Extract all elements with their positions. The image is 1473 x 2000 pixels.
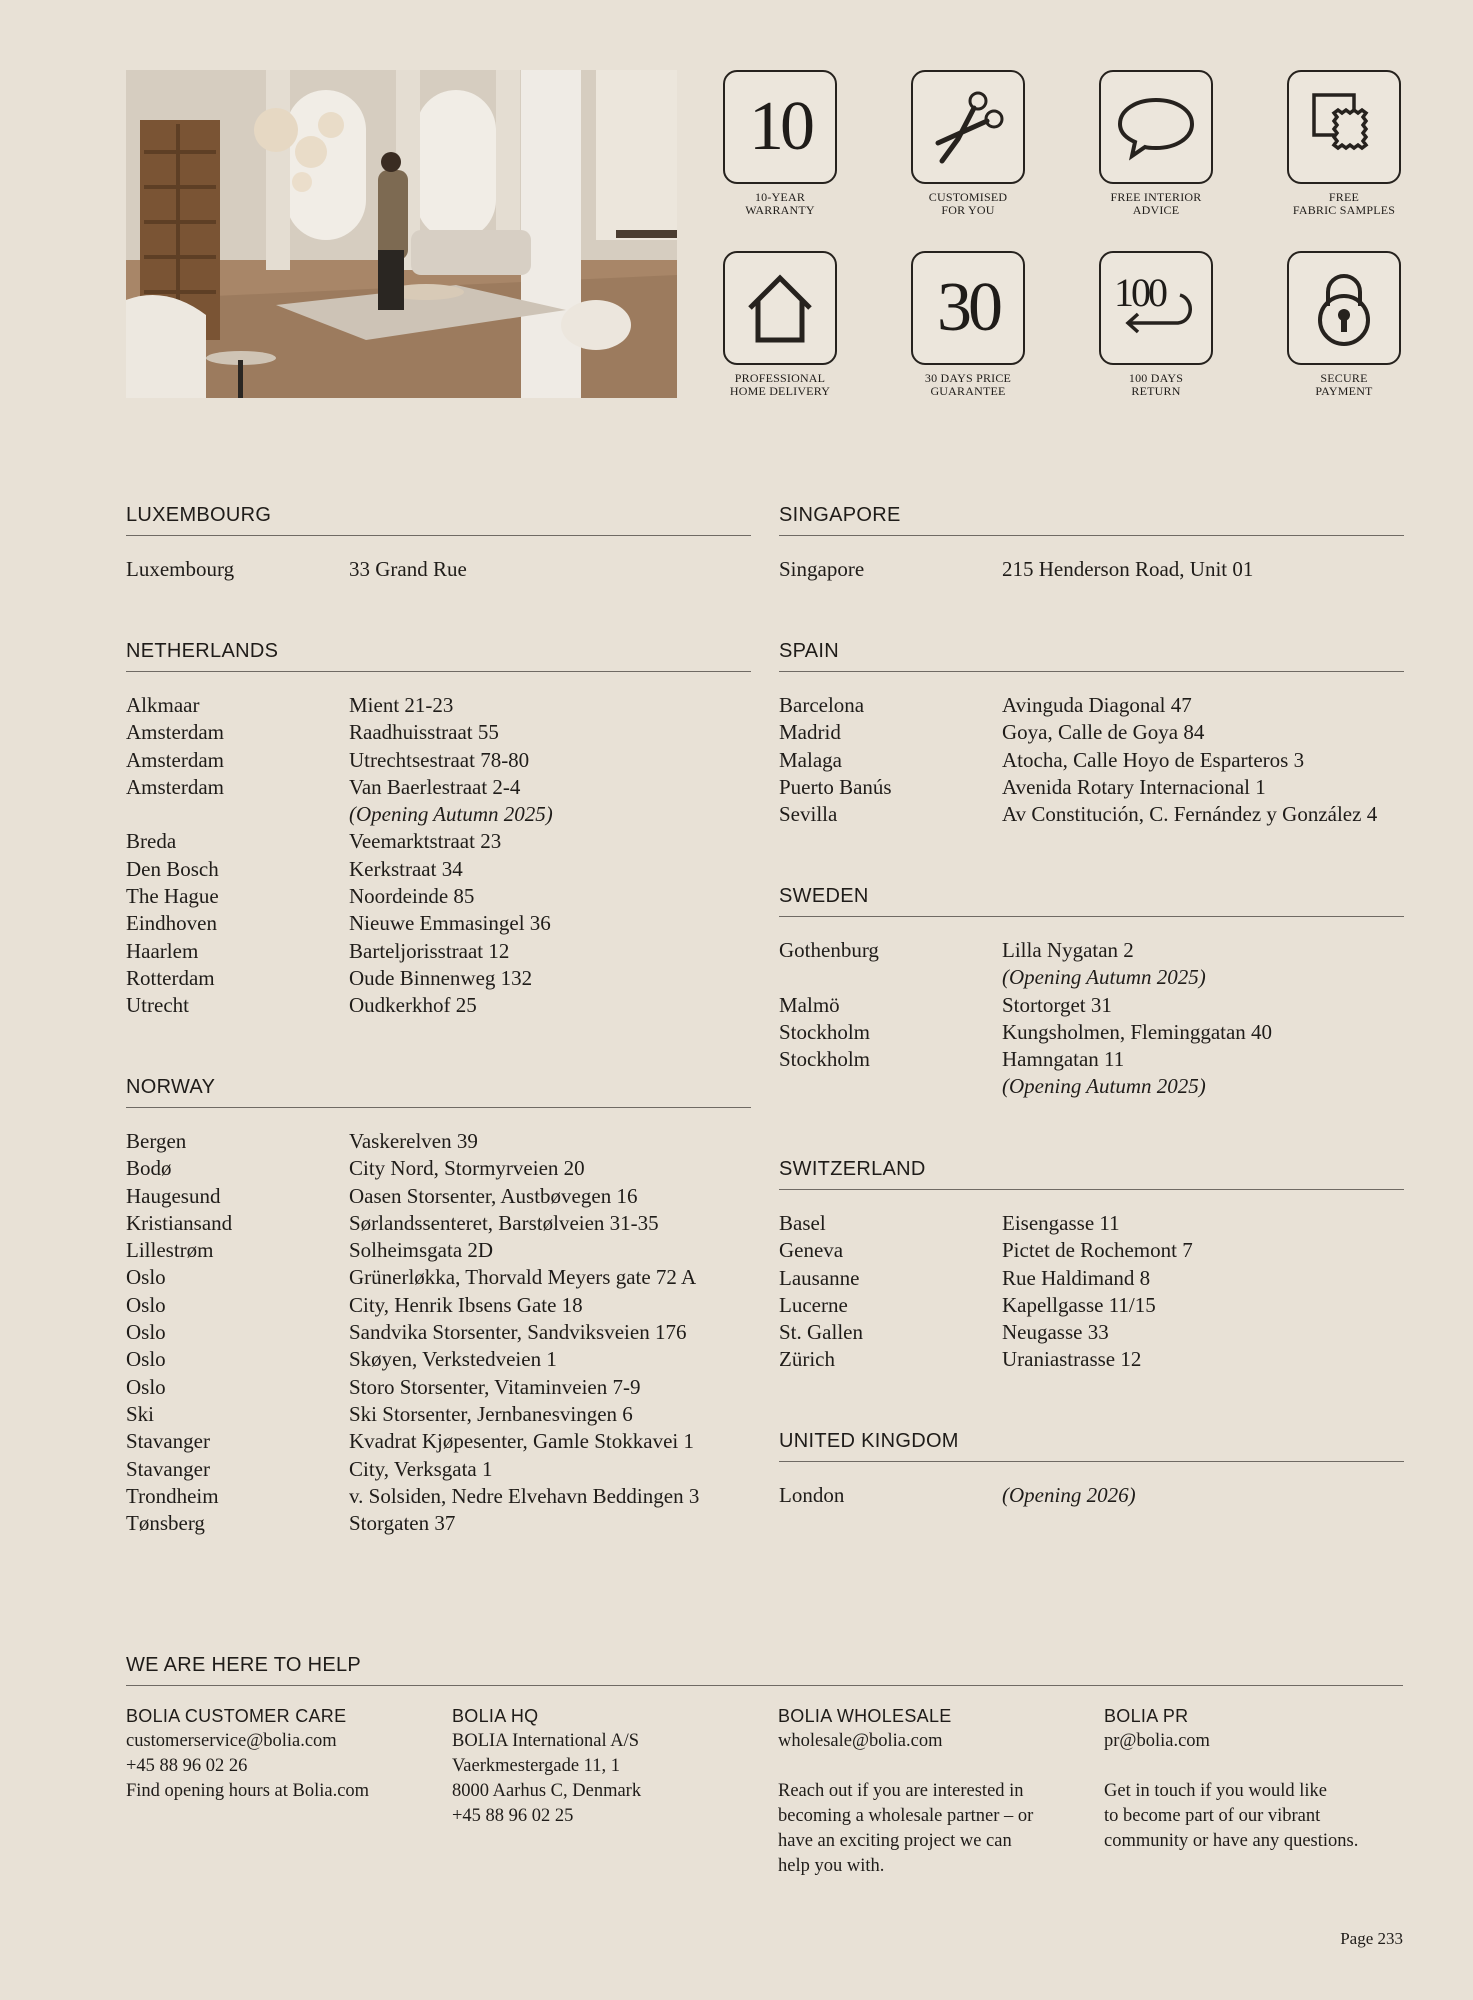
store-row [779,1210,1404,1237]
help-section [126,1654,1403,1879]
store-row [126,1128,751,1155]
store-row [126,1237,751,1264]
store-city: Oslo [126,1374,166,1399]
store-list [126,1128,751,1537]
store-list [779,1210,1404,1374]
help-line: +45 88 96 02 26 [126,1756,248,1776]
store-city: Stockholm [779,1019,871,1044]
help-line: BOLIA International A/S [452,1731,640,1751]
feature-customised [893,70,1043,217]
store-row [126,801,751,828]
store-address: Oudkerkhof 25 [349,993,477,1018]
store-city: Amsterdam [126,720,224,745]
store-city: Stavanger [126,1429,210,1454]
store-address: Sørlandssenteret, Barstølveien 31-35 [349,1210,659,1235]
store-row [126,1374,751,1401]
store-list [126,556,751,583]
store-address: Barteljorisstraat 12 [349,938,510,963]
feature-caption: FREE INTERIOR ADVICE [1110,190,1202,217]
store-address: Noordeinde 85 [349,884,475,909]
store-address: Kungsholmen, Fleminggatan 40 [1002,1019,1273,1044]
section-netherlands [126,640,751,1020]
store-list [779,937,1404,1101]
store-city: Rotterdam [126,965,215,990]
store-city: Zürich [779,1347,835,1372]
store-list [126,692,751,1020]
store-city: Utrecht [126,993,189,1018]
store-city: Puerto Banús [779,774,892,799]
feature-caption: 100 DAYS RETURN [1128,371,1184,398]
store-address: Atocha, Calle Hoyo de Esparteros 3 [1002,747,1305,772]
help-line: wholesale@bolia.com [778,1731,943,1751]
store-row [126,1346,751,1373]
feature-secure-payment [1269,251,1419,398]
store-city: Bodø [126,1156,172,1181]
store-row [126,938,751,965]
store-city: London [779,1483,845,1507]
store-city: Trondheim [126,1483,219,1508]
country-heading: NETHERLANDS [126,640,751,672]
store-address: Rue Haldimand 8 [1002,1265,1151,1290]
help-line: Get in touch if you would like [1104,1781,1327,1801]
help-column-title: BOLIA WHOLESALE [778,1706,952,1726]
store-address: City, Verksgata 1 [349,1456,493,1481]
store-row [126,992,751,1019]
store-city [126,801,349,828]
country-heading: NORWAY [126,1076,751,1108]
feature-warranty [705,70,855,217]
store-city: Haarlem [126,938,199,963]
fabric-samples-icon [1287,70,1401,184]
feature-home-delivery [705,251,855,398]
store-row [126,719,751,746]
store-row [126,692,751,719]
store-city: Tønsberg [126,1511,205,1536]
store-row [779,1482,1404,1509]
feature-caption: FREE FABRIC SAMPLES [1292,190,1396,217]
feature-100-days-return [1081,251,1231,398]
store-row [779,964,1404,991]
help-column-title: BOLIA CUSTOMER CARE [126,1706,347,1726]
store-city: Sevilla [779,802,838,827]
store-row [126,828,751,855]
store-row [126,856,751,883]
store-city: Basel [779,1211,826,1235]
country-heading: SWITZERLAND [779,1158,1404,1190]
store-row [779,719,1404,746]
store-address: Av Constitución, C. Fernández y González 4 [1002,802,1378,827]
section-luxembourg [126,504,751,583]
store-list [779,556,1404,583]
feature-price-guarantee [893,251,1043,398]
store-city: Malmö [779,992,840,1017]
help-line: Reach out if you are interested in [778,1781,1024,1801]
scissors-icon [911,70,1025,184]
store-address: Kvadrat Kjøpesenter, Gamle Stokkavei 1 [349,1429,694,1454]
country-heading: SPAIN [779,640,1404,672]
help-line: to become part of our vibrant [1104,1806,1321,1826]
section-norway [126,1076,751,1537]
store-city: Malaga [779,747,842,772]
section-singapore [779,504,1404,583]
store-row [779,1346,1404,1373]
store-row [779,1237,1404,1264]
store-city: The Hague [126,884,219,909]
store-address: v. Solsiden, Nedre Elvehavn Beddingen 3 [349,1483,700,1508]
help-columns [126,1706,1403,1879]
store-address: Avenida Rotary Internacional 1 [1002,774,1266,799]
store-row [779,774,1404,801]
help-line: have an exciting project we can [778,1831,1012,1851]
store-row [779,747,1404,774]
showroom-illustration [126,70,677,398]
store-city: Singapore [779,557,865,581]
interior-photo [126,70,677,398]
store-row [779,1292,1404,1319]
store-row [126,1401,751,1428]
store-row [126,1292,751,1319]
help-line: customerservice@bolia.com [126,1731,337,1751]
number-10-icon: 10 [723,70,837,184]
feature-interior-advice [1081,70,1231,217]
feature-caption: 30 DAYS PRICE GUARANTEE [924,371,1012,398]
feature-caption: 10-YEAR WARRANTY [745,190,815,217]
section-spain [779,640,1404,828]
help-column-title: BOLIA HQ [452,1706,539,1726]
store-address: Nieuwe Emmasingel 36 [349,911,551,936]
store-row [779,1319,1404,1346]
feature-caption: CUSTOMISED FOR YOU [928,190,1008,217]
page-number: Page 233 [1340,1929,1403,1948]
store-address: Sandvika Storsenter, Sandviksveien 176 [349,1320,687,1345]
store-address: Vaskerelven 39 [349,1129,478,1153]
store-row [779,1073,1404,1100]
store-address: Stortorget 31 [1002,992,1112,1017]
store-address: Hamngatan 11 [1002,1047,1125,1072]
store-row [126,1210,751,1237]
store-row [779,692,1404,719]
store-city: Lausanne [779,1265,860,1290]
store-address: Oasen Storsenter, Austbøvegen 16 [349,1183,638,1208]
store-city: Stockholm [779,1047,871,1072]
store-row [126,747,751,774]
section-united-kingdom [779,1430,1404,1509]
store-address: 33 Grand Rue [349,557,467,581]
store-row [126,1155,751,1182]
store-row [779,556,1404,583]
help-line: 8000 Aarhus C, Denmark [452,1781,642,1801]
store-address: Grünerløkka, Thorvald Meyers gate 72 A [349,1265,697,1290]
store-address: Pictet de Rochemont 7 [1002,1238,1193,1263]
store-address: Van Baerlestraat 2-4 [349,774,521,799]
store-city: Madrid [779,720,841,745]
store-address: Kerkstraat 34 [349,856,463,881]
store-address: Ski Storsenter, Jernbanesvingen 6 [349,1401,633,1426]
store-address: Kapellgasse 11/15 [1002,1292,1156,1317]
section-switzerland [779,1158,1404,1374]
store-list [779,1482,1404,1509]
store-address: Veemarktstraat 23 [349,829,502,854]
store-address: City, Henrik Ibsens Gate 18 [349,1292,583,1317]
store-city: Oslo [126,1265,166,1290]
store-row [779,1265,1404,1292]
help-line: Vaerkmestergade 11, 1 [452,1756,620,1776]
help-column-wholesale [778,1706,1104,1879]
store-row [779,1046,1404,1073]
number-30-icon: 30 [911,251,1025,365]
store-row [126,910,751,937]
store-city [779,1073,1002,1100]
store-city: Alkmaar [126,693,200,717]
store-address: Lilla Nygatan 2 [1002,938,1134,962]
help-heading: WE ARE HERE TO HELP [126,1654,1403,1686]
store-address: Storgaten 37 [349,1511,456,1536]
help-line: Find opening hours at Bolia.com [126,1781,370,1801]
store-address: (Opening Autumn 2025) [1002,965,1206,990]
store-row [126,965,751,992]
country-heading: UNITED KINGDOM [779,1430,1404,1462]
store-city: Amsterdam [126,774,224,799]
help-line: becoming a wholesale partner – or [778,1806,1034,1826]
store-address: (Opening Autumn 2025) [349,802,553,827]
store-address: (Opening Autumn 2025) [1002,1074,1206,1099]
help-column-customer-care [126,1706,452,1879]
store-city: Oslo [126,1347,166,1372]
store-city: Lillestrøm [126,1238,214,1263]
store-city: Gothenburg [779,938,879,962]
spacer [778,1754,1104,1779]
store-row [126,1183,751,1210]
store-row [126,556,751,583]
store-city: Barcelona [779,693,865,717]
store-row [126,1264,751,1291]
store-address: Solheimsgata 2D [349,1238,494,1263]
store-city: Breda [126,829,177,854]
store-city: Lucerne [779,1292,848,1317]
store-city: Amsterdam [126,747,224,772]
store-row [126,774,751,801]
store-city: Den Bosch [126,856,219,881]
store-address: Eisengasse 11 [1002,1211,1120,1235]
store-address: Mient 21-23 [349,693,454,717]
store-row [779,801,1404,828]
store-row [126,1319,751,1346]
country-heading: LUXEMBOURG [126,504,751,536]
help-column-hq [452,1706,778,1879]
store-city: Eindhoven [126,911,217,936]
store-row [126,1428,751,1455]
store-city: Bergen [126,1129,187,1153]
store-address: Avinguda Diagonal 47 [1002,693,1192,717]
store-address: (Opening 2026) [1002,1483,1136,1507]
store-city [779,964,1002,991]
help-column-title: BOLIA PR [1104,1706,1189,1726]
store-address: 215 Henderson Road, Unit 01 [1002,557,1254,581]
store-address: Neugasse 33 [1002,1320,1109,1345]
store-address: Uraniastrasse 12 [1002,1347,1142,1372]
store-city: Ski [126,1401,155,1426]
help-line: community or have any questions. [1104,1831,1359,1851]
store-address: Utrechtsestraat 78-80 [349,747,530,772]
store-row [779,937,1404,964]
store-row [126,883,751,910]
store-row [126,1456,751,1483]
help-line: pr@bolia.com [1104,1731,1210,1751]
store-row [779,992,1404,1019]
store-address: Skøyen, Verkstedveien 1 [349,1347,557,1372]
house-icon [723,251,837,365]
speech-bubble-icon [1099,70,1213,184]
help-line: +45 88 96 02 25 [452,1806,574,1826]
store-list [779,692,1404,828]
padlock-icon [1287,251,1401,365]
feature-caption: PROFESSIONAL HOME DELIVERY [729,371,831,398]
store-city: St. Gallen [779,1320,863,1345]
store-address: Storo Storsenter, Vitaminveien 7-9 [349,1374,641,1399]
return-100-icon: 100 [1099,251,1213,365]
store-city: Kristiansand [126,1210,233,1235]
store-address: City Nord, Stormyrveien 20 [349,1156,585,1181]
section-sweden [779,885,1404,1101]
store-city: Stavanger [126,1456,210,1481]
spacer [1104,1754,1430,1779]
store-city: Luxembourg [126,557,235,581]
help-line: help you with. [778,1856,885,1876]
store-city: Oslo [126,1292,166,1317]
store-row [126,1510,751,1537]
country-heading: SINGAPORE [779,504,1404,536]
store-address: Goya, Calle de Goya 84 [1002,720,1205,745]
feature-caption: SECURE PAYMENT [1315,371,1373,398]
store-address: Raadhuisstraat 55 [349,720,499,745]
store-row [126,1483,751,1510]
store-city: Geneva [779,1238,844,1263]
store-address: Oude Binnenweg 132 [349,965,533,990]
store-city: Haugesund [126,1183,221,1208]
help-column-pr [1104,1706,1430,1879]
feature-fabric-samples [1269,70,1419,217]
country-heading: SWEDEN [779,885,1404,917]
store-city: Oslo [126,1320,166,1345]
store-row [779,1019,1404,1046]
